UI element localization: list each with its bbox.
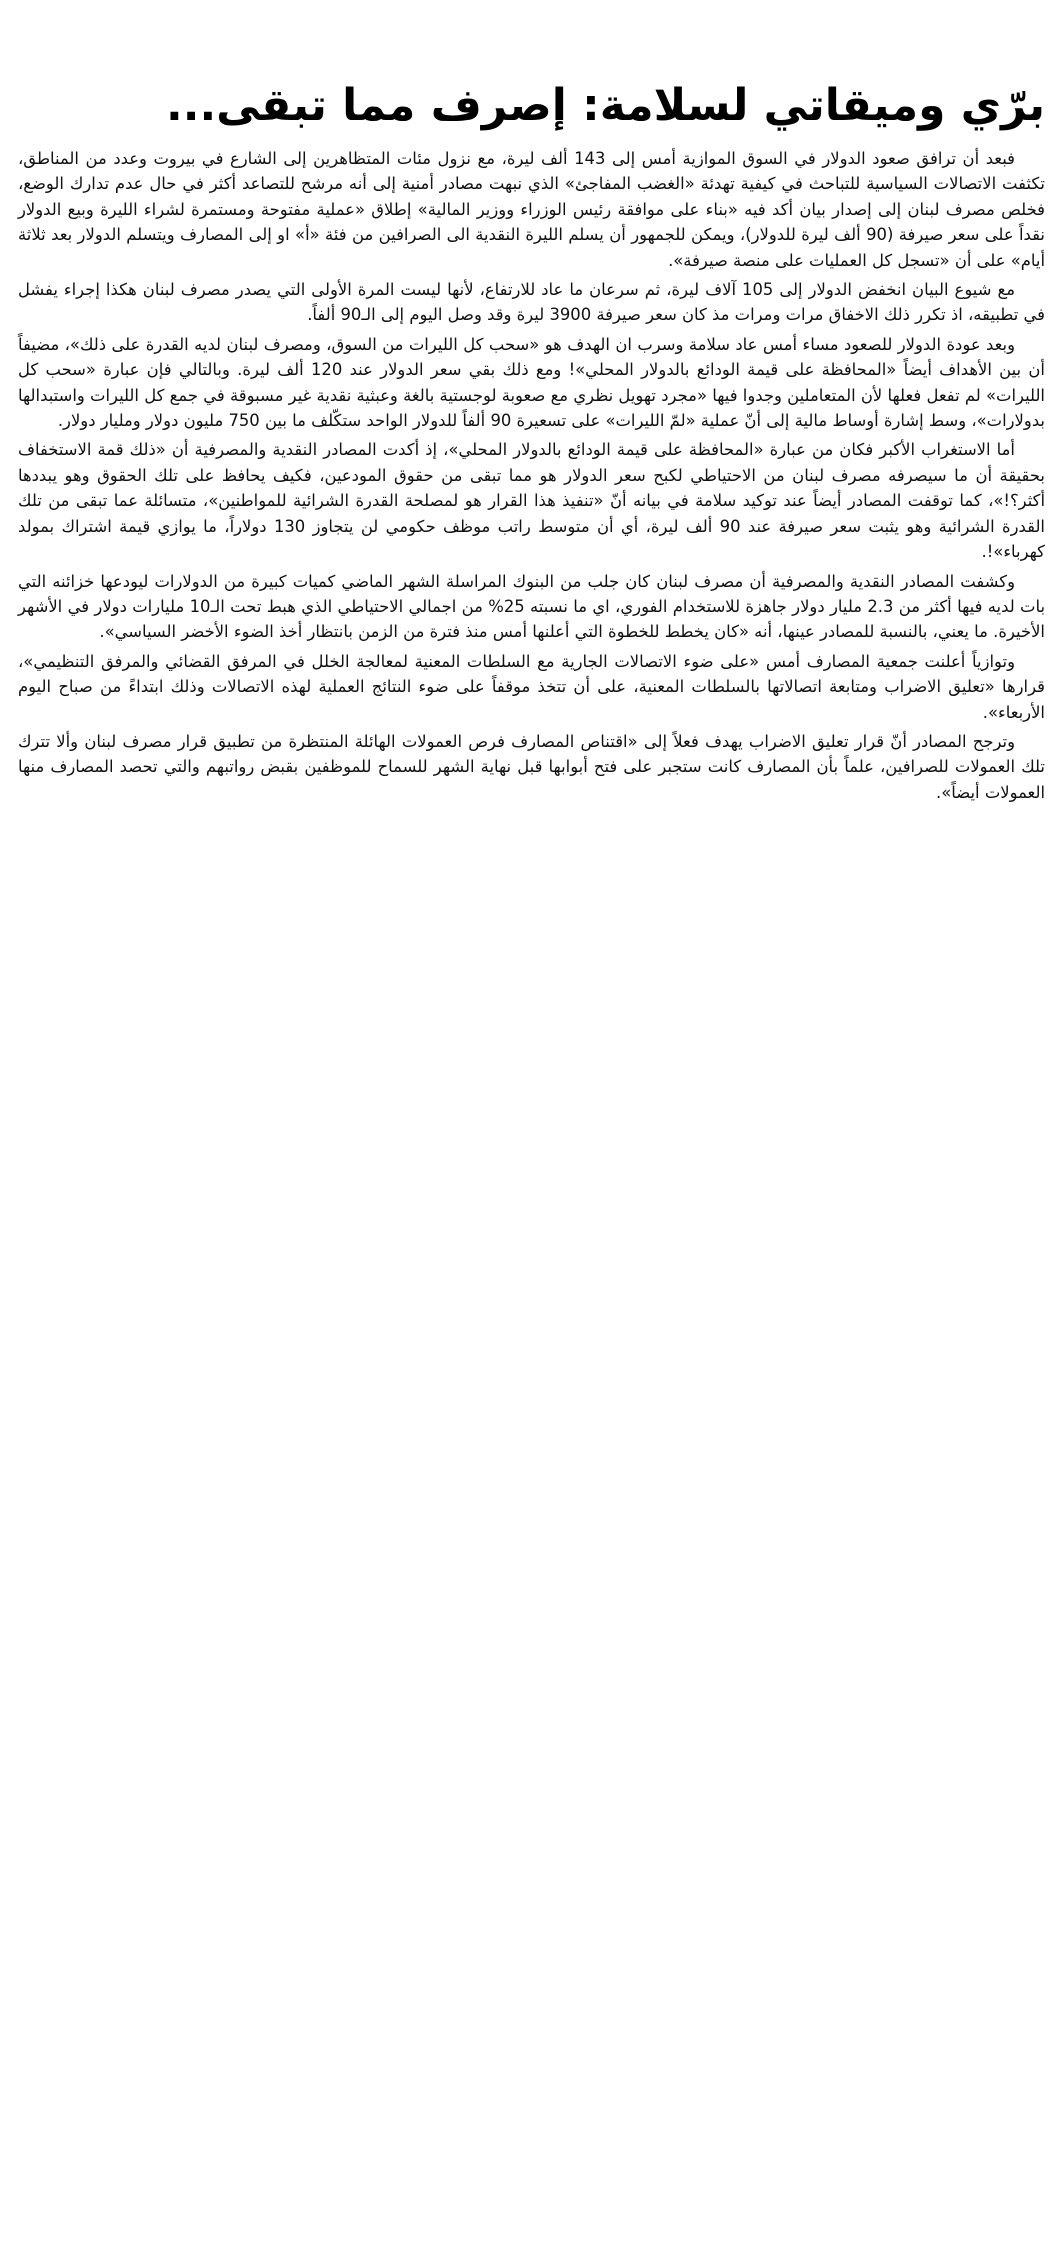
paragraph-6: وتوازياً أعلنت جمعية المصارف أمس «على ضوء الاتصالات الجارية مع السلطات المعنية لمعالجة الخلل في المرفق القضائي والمرفق التنظيمي»، قرارها «تعليق الاضراب ومتابعة اتصالاتها بالسلطات المعنية، على أن تتخذ موقفاً على ضوء النتائج العملية لهذه الاتصالات وذلك ابتداءً من صباح اليوم الأربعاء». [18, 651, 1045, 722]
paragraph-7: وترجح المصادر أنّ قرار تعليق الاضراب يهدف فعلاً إلى «اقتناص المصارف فرص العمولات الهائلة المنتظرة من تطبيق قرار مصرف لبنان وألا تترك تلك العمولات للصرافين، علماً بأن المصارف كانت ستجبر على فتح أبوابها قبل نهاية الشهر للسماح للموظفين بقبض رواتبهم والتي تحصد المصارف منها العمولات أيضاً». [18, 731, 1045, 802]
paragraph-2: مع شيوع البيان انخفض الدولار إلى 105 آلاف ليرة، ثم سرعان ما عاد للارتفاع، لأنها ليست المرة الأولى التي يصدر مصرف لبنان هكذا إجراء يفشل في تطبيقه، اذ تكرر ذلك الاخفاق مرات ومرات مذ كان سعر صيرفة 3900 ليرة وقد وصل اليوم إلى الـ90 ألفاً. [18, 280, 1045, 325]
article [18, 0, 1045, 2264]
headline: برّي وميقاتي لسلامة: إصرف مما تبقى... [166, 80, 1045, 131]
article-body [18, 146, 1045, 805]
paragraph-5: وكشفت المصادر النقدية والمصرفية أن مصرف لبنان كان جلب من البنوك المراسلة الشهر الماضي كميات كبيرة من الدولارات ليودعها خزائنه التي بات لديه فيها أكثر من 2.3 مليار دولار جاهزة للاستخدام الفوري، اي ما نسبته 25% من اجمالي الاحتياطي الذي هبط تحت الـ10 مليارات دولار في الأشهر الأخيرة. ما يعني، بالنسبة للمصادر عينها، أنه «كان يخطط للخطوة التي أعلنها أمس منذ فترة من الزمن بانتظار أخذ الضوء الأخضر السياسي». [18, 571, 1046, 642]
paragraph-1: فبعد أن ترافق صعود الدولار في السوق الموازية أمس إلى 143 ألف ليرة، مع نزول مئات المتظاهرين إلى الشارع في بيروت وعدد من المناطق، تكثفت الاتصالات السياسية للتباحث في كيفية تهدئة «الغضب المفاجئ» الذي نبهت مصادر أمنية إلى أنه مرشح للتصاعد أكثر في حال عدم تدارك الوضع، فخلص مصرف لبنان إلى إصدار بيان أكد فيه «بناء على موافقة رئيس الوزراء ووزير المالية» إطلاق «عملية مفتوحة ومستمرة لشراء الليرة وبيع الدولار نقداً على سعر صيرفة (90 ألف ليرة للدولار)، ويمكن للجمهور أن يسلم الليرة النقدية الى الصرافين من فئة «أ» او إلى المصارف ويتسلم الدولار بعد ثلاثة أيام» على أن «تسجل كل العمليات على منصة صيرفة». [18, 149, 1045, 270]
paragraph-3: وبعد عودة الدولار للصعود مساء أمس عاد سلامة وسرب ان الهدف هو «سحب كل الليرات من السوق، ومصرف لبنان لديه القدرة على ذلك»، مضيفاً أن بين الأهداف أيضاً «المحافظة على قيمة الودائع بالدولار المحلي»! ومع ذلك بقي سعر الدولار عند 120 ألف ليرة. وبالتالي فإن عبارة «سحب كل الليرات» لم تفعل فعلها لأن المتعاملين وجدوا فيها «مجرد تهويل نظري مع صعوبة لوجستية بالغة وعبثية نقدية غير مسبوقة في جمع كل الليرات واستبدالها بدولارات»، وسط إشارة أوساط مالية إلى أنّ عملية «لمّ الليرات» على تسعيرة 90 ألفاً للدولار الواحد ستكّلف ما بين 750 مليون دولار ومليار دولار. [18, 334, 1045, 431]
paragraph-4: أما الاستغراب الأكبر فكان من عبارة «المحافظة على قيمة الودائع بالدولار المحلي»، إذ أكدت المصادر النقدية والمصرفية أن «ذلك قمة الاستخفاف بحقيقة أن ما سيصرفه مصرف لبنان من الاحتياطي لكبح سعر الدولار هو مما تبقى من حقوق المودعين، فكيف يحافظ على تلك الحقوق وهو يبددها أكثر؟!»، كما توقفت المصادر أيضاً عند توكيد سلامة في بيانه أنّ «تنفيذ هذا القرار هو لمصلحة القدرة الشرائية للمواطنين»، متسائلة عما تبقى من تلك القدرة الشرائية وهو يثبت سعر صيرفة عند 90 ألف ليرة، أي أن متوسط راتب موظف حكومي لن يتجاوز 130 دولاراً، ما يوازي قيمة اشتراك بمولد كهرباء»!. [18, 440, 1045, 562]
